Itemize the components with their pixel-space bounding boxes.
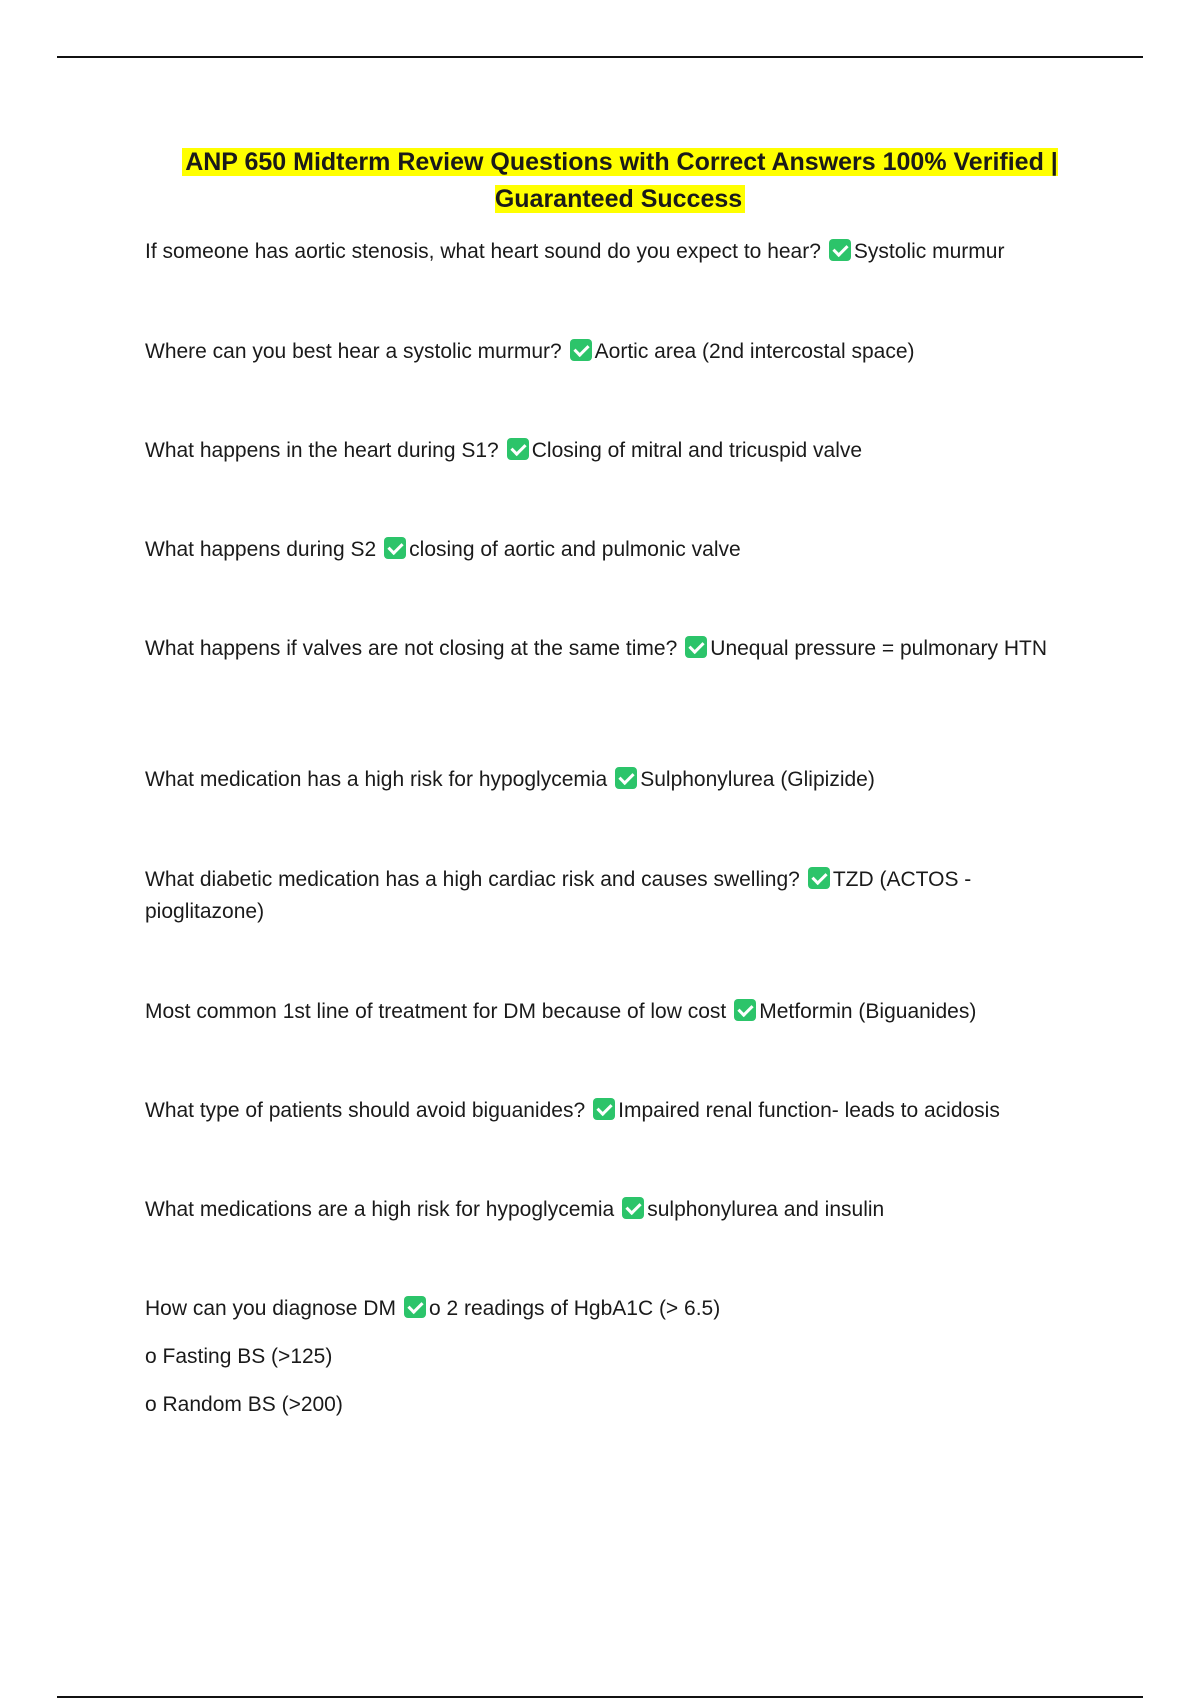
check-icon xyxy=(593,1098,615,1120)
document-title: ANP 650 Midterm Review Questions with Correct Answers 100% Verified | Guaranteed Success xyxy=(145,144,1095,218)
check-icon xyxy=(829,239,851,261)
answer: Metformin (Biguanides) xyxy=(759,1000,977,1023)
qa-item-2 xyxy=(145,336,1075,368)
question: What happens if valves are not closing at the same time? xyxy=(145,637,678,660)
question: What happens during S2 xyxy=(145,538,377,561)
top-rule xyxy=(57,56,1143,58)
answer: sulphonylurea and insulin xyxy=(647,1198,885,1221)
question: What diabetic medication has a high cardiac risk and causes swelling? xyxy=(145,868,800,891)
check-icon xyxy=(615,767,637,789)
qa-item-8 xyxy=(145,996,1075,1028)
qa-item-4 xyxy=(145,534,1075,566)
qa-item-3 xyxy=(145,435,1075,467)
question: What medication has a high risk for hypoglycemia xyxy=(145,768,608,791)
answer: TZD (ACTOS - pioglitazone) xyxy=(145,868,972,923)
check-icon xyxy=(507,438,529,460)
question: If someone has aortic stenosis, what heart sound do you expect to hear? xyxy=(145,240,821,263)
qa-item-10 xyxy=(145,1194,1075,1226)
answer: Aortic area (2nd intercostal space) xyxy=(594,340,915,363)
qa-item-7 xyxy=(145,864,1075,928)
qa-item-9 xyxy=(145,1095,1075,1127)
question: How can you diagnose DM xyxy=(145,1297,396,1320)
qa-item-5 xyxy=(145,633,1075,665)
question: What medications are a high risk for hypoglycemia xyxy=(145,1198,615,1221)
check-icon xyxy=(384,537,406,559)
answer: o 2 readings of HgbA1C (> 6.5) xyxy=(428,1297,721,1320)
question: Where can you best hear a systolic murmur? xyxy=(145,340,562,363)
check-icon xyxy=(734,999,756,1021)
question: Most common 1st line of treatment for DM because of low cost xyxy=(145,1000,727,1023)
answer-line: o Fasting BS (>125) xyxy=(145,1345,333,1368)
check-icon xyxy=(685,636,707,658)
qa-item-1 xyxy=(145,236,1075,268)
qa-item-6 xyxy=(145,764,1075,796)
answer: Unequal pressure = pulmonary HTN xyxy=(710,637,1048,660)
check-icon xyxy=(808,867,830,889)
question: What type of patients should avoid biguanides? xyxy=(145,1099,586,1122)
bottom-rule xyxy=(57,1696,1143,1698)
check-icon xyxy=(404,1296,426,1318)
answer: Sulphonylurea (Glipizide) xyxy=(640,768,875,791)
question: What happens in the heart during S1? xyxy=(145,439,499,462)
answer: Closing of mitral and tricuspid valve xyxy=(531,439,863,462)
answer: closing of aortic and pulmonic valve xyxy=(409,538,741,561)
answer: Systolic murmur xyxy=(853,240,1005,263)
check-icon xyxy=(622,1197,644,1219)
qa-item-11 xyxy=(145,1293,1075,1421)
answer-line: o Random BS (>200) xyxy=(145,1393,343,1416)
answer: Impaired renal function- leads to acidosis xyxy=(618,1099,1000,1122)
check-icon xyxy=(570,339,592,361)
